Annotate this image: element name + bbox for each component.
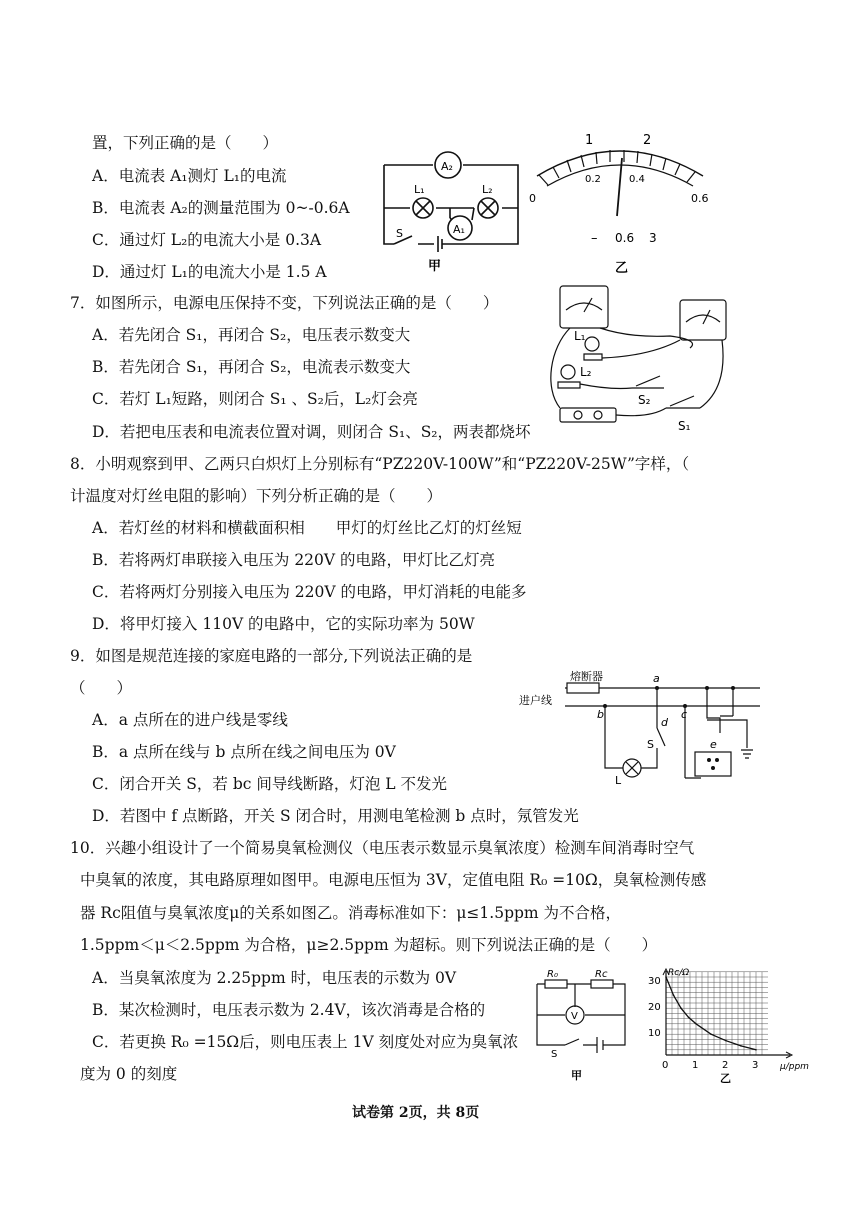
chart-x-tick-3: 3 bbox=[752, 1060, 759, 1071]
q9-option-b: B．a 点所在线与 b 点所在线之间电压为 0V bbox=[92, 743, 396, 761]
q7-option-d: D．若把电压表和电流表位置对调，则闭合 S₁、S₂，两表都烧坏 bbox=[92, 423, 531, 441]
chart-point bbox=[673, 994, 675, 996]
q9-label-a: a bbox=[653, 672, 660, 685]
q6-ammeter-dial-yi bbox=[525, 128, 715, 278]
q10-line2: 中臭氧的浓度，其电路原理如图甲。电源电压恒为 3V，定值电阻 R₀ =10Ω，臭氧检测传感 bbox=[80, 871, 707, 889]
q9-label-c: c bbox=[681, 708, 688, 721]
q6-option-d: D．通过灯 L₁的电流大小是 1.5 A bbox=[92, 263, 327, 281]
q7-label-l1: L₁ bbox=[574, 329, 586, 343]
q10-circuit-jia bbox=[525, 965, 635, 1085]
q10-chart-rc-vs-ozone bbox=[640, 965, 820, 1085]
page-footer: 试卷第 2页，共 8页 bbox=[352, 1105, 480, 1121]
q9-label-l: L bbox=[615, 774, 622, 787]
q8-option-a: A．若灯丝的材料和横截面积相 甲灯的灯丝比乙灯的灯丝短 bbox=[92, 519, 522, 537]
q10-line1: 10．兴趣小组设计了一个简易臭氧检测仪（电压表示数显示臭氧浓度）检测车间消毒时空气 bbox=[70, 839, 695, 857]
q9-option-d: D．若图中 f 点断路，开关 S 闭合时，用测电笔检测 b 点时，氖管发光 bbox=[92, 807, 579, 825]
q6-stem-tail: 置，下列正确的是（ ） bbox=[92, 134, 279, 152]
q10-option-c: C．若更换 R₀ =15Ω后，则电压表上 1V 刻度处对应为臭氧浓 bbox=[92, 1033, 519, 1051]
q7-label-s1: S₁ bbox=[678, 419, 691, 433]
q6-circuit-diagram-jia bbox=[378, 140, 538, 280]
q6-label-l1: L₁ bbox=[414, 183, 425, 196]
chart-x-tick-1: 1 bbox=[692, 1060, 699, 1071]
q9-stem-line1: 9．如图是规范连接的家庭电路的一部分,下列说法正确的是 bbox=[70, 647, 473, 665]
q6-dial-top-1: 1 bbox=[585, 133, 594, 148]
q8-stem-line2: 计温度对灯丝电阻的影响）下列分析正确的是（ ） bbox=[70, 487, 443, 505]
chart-y-label: Rc/Ω bbox=[668, 968, 690, 978]
q9-label-d: d bbox=[661, 716, 668, 729]
q10-option-a: A．当臭氧浓度为 2.25ppm 时，电压表的示数为 0V bbox=[92, 969, 457, 987]
q10-label-s: S bbox=[551, 1049, 558, 1060]
q6-terminal-06: 0.6 bbox=[615, 231, 635, 245]
q6-option-a: A．电流表 A₁测灯 L₁的电流 bbox=[92, 167, 287, 185]
q7-circuit-photo bbox=[540, 278, 730, 438]
q6-label-l2: L₂ bbox=[482, 183, 493, 196]
q8-stem-line1: 8．小明观察到甲、乙两只白炽灯上分别标有“PZ220V-100W”和“PZ220V-25W”字样，（ bbox=[70, 455, 690, 473]
q9-label-e: e bbox=[710, 738, 717, 751]
q9-label-fuse: 熔断器 bbox=[570, 670, 603, 683]
q7-option-b: B．若先闭合 S₁，再闭合 S₂，电流表示数变大 bbox=[92, 358, 411, 376]
q6-dial-bottom-04: 0.4 bbox=[629, 174, 645, 185]
q6-caption-jia: 甲 bbox=[428, 259, 442, 274]
chart-x-tick-2: 2 bbox=[722, 1060, 729, 1071]
q6-dial-top-2: 2 bbox=[643, 133, 652, 148]
q7-stem: 7．如图所示，电源电压保持不变，下列说法正确的是（ ） bbox=[70, 294, 499, 312]
q6-terminal-minus: – bbox=[591, 231, 598, 246]
q10-label-v: V bbox=[571, 1011, 578, 1022]
chart-y-tick-10: 10 bbox=[648, 1028, 661, 1039]
q10-option-b: B．某次检测时，电压表示数为 2.4V，该次消毒是合格的 bbox=[92, 1001, 486, 1019]
q6-label-a2: A₂ bbox=[441, 160, 453, 173]
q6-option-b: B．电流表 A₂的测量范围为 0~-0.6A bbox=[92, 199, 350, 217]
q6-caption-yi: 乙 bbox=[615, 261, 629, 276]
q9-household-circuit bbox=[515, 668, 765, 788]
q9-option-c: C．闭合开关 S，若 bc 间导线断路，灯泡 L 不发光 bbox=[92, 775, 448, 793]
q9-stem-line2: （ ） bbox=[70, 679, 133, 697]
q10-caption-jia: 甲 bbox=[571, 1069, 582, 1082]
q6-dial-bottom-06: 0.6 bbox=[691, 192, 709, 205]
chart-point bbox=[740, 1045, 742, 1047]
q9-label-inlet: 进户线 bbox=[519, 694, 552, 707]
q10-line3: 器 Rc阻值与臭氧浓度μ的关系如图乙。消毒标准如下：μ≤1.5ppm 为不合格， bbox=[80, 904, 622, 922]
chart-y-tick-30: 30 bbox=[648, 976, 661, 987]
chart-point bbox=[755, 1049, 757, 1051]
chart-y-tick-20: 20 bbox=[648, 1002, 661, 1013]
q10-option-c-cont: 度为 0 的刻度 bbox=[80, 1065, 178, 1083]
chart-grid bbox=[666, 972, 768, 1055]
q6-terminal-3: 3 bbox=[649, 231, 657, 245]
chart-point bbox=[725, 1040, 727, 1042]
q7-label-l2: L₂ bbox=[580, 365, 592, 379]
q8-option-b: B．若将两灯串联接入电压为 220V 的电路，甲灯比乙灯亮 bbox=[92, 551, 496, 569]
q10-label-r0: R₀ bbox=[547, 969, 558, 980]
q10-caption-yi: 乙 bbox=[720, 1072, 731, 1085]
q8-option-c: C．若将两灯分别接入电压为 220V 的电路，甲灯消耗的电能多 bbox=[92, 583, 527, 601]
chart-point bbox=[695, 1023, 697, 1025]
chart-x-tick-0: 0 bbox=[662, 1060, 669, 1071]
q9-label-b: b bbox=[597, 708, 604, 721]
q9-label-s: S bbox=[647, 738, 654, 751]
chart-point bbox=[665, 976, 667, 978]
chart-point bbox=[688, 1017, 690, 1019]
q10-line4: 1.5ppm＜μ＜2.5ppm 为合格，μ≥2.5ppm 为超标。则下列说法正确的是（ ） bbox=[80, 936, 658, 954]
q6-option-c: C．通过灯 L₂的电流大小是 0.3A bbox=[92, 231, 322, 249]
q7-label-s2: S₂ bbox=[638, 393, 651, 407]
q6-dial-bottom-02: 0.2 bbox=[585, 174, 601, 185]
q6-dial-bottom-0: 0 bbox=[529, 192, 536, 205]
q7-option-c: C．若灯 L₁短路，则闭合 S₁ 、S₂后，L₂灯会亮 bbox=[92, 390, 418, 408]
chart-x-label: μ/ppm bbox=[780, 1062, 809, 1072]
chart-point bbox=[680, 1007, 682, 1009]
q6-label-s: S bbox=[396, 227, 403, 240]
q7-option-a: A．若先闭合 S₁，再闭合 S₂，电压表示数变大 bbox=[92, 326, 411, 344]
chart-point bbox=[710, 1033, 712, 1035]
q10-label-rc: Rc bbox=[595, 969, 608, 980]
q6-label-a1: A₁ bbox=[453, 223, 465, 236]
q9-option-a: A．a 点所在的进户线是零线 bbox=[92, 711, 288, 729]
q8-option-d: D．将甲灯接入 110V 的电路中，它的实际功率为 50W bbox=[92, 615, 475, 633]
